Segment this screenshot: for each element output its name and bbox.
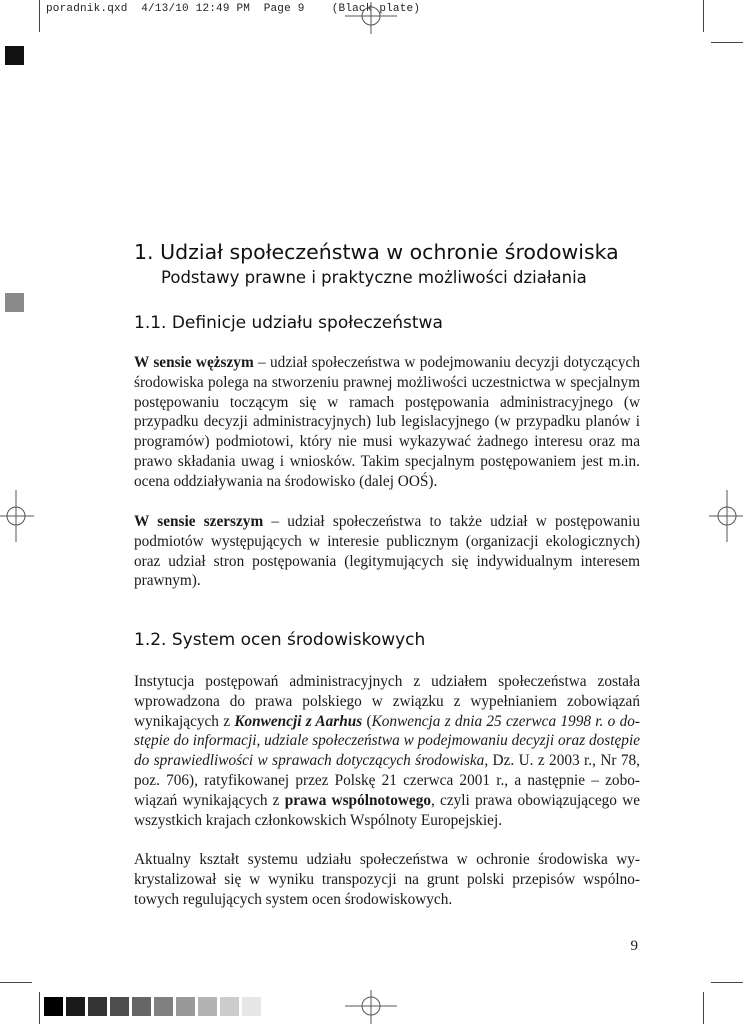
paragraph-broad-sense <box>134 512 640 591</box>
section-1-2-title: 1.2. System ocen środowiskowych <box>134 630 426 650</box>
paragraph-narrow-sense <box>134 353 640 492</box>
crop-mark-bottom-right <box>703 992 704 1024</box>
aarhus-convention-term: Konwencji z Aarhus <box>234 712 363 730</box>
crop-mark-bottom-left <box>39 992 40 1024</box>
crop-mark-top-left <box>39 0 40 32</box>
tint-swatch <box>66 997 85 1016</box>
slug-date: 4/13/10 <box>141 3 189 15</box>
registration-mark-left <box>0 490 34 542</box>
paragraph-current-system: Aktualny kształt systemu udziału społeczeństwa w ochronie środowiska wykrystalizował się w wyniku transpozycji na grunt polski przepisów wspólnotowych regulujących system ocen środowiskowych. <box>134 851 640 908</box>
gray-marker-square <box>5 293 24 312</box>
black-marker-square <box>5 46 24 65</box>
tint-swatch <box>176 997 195 1016</box>
tint-swatch <box>44 997 63 1016</box>
tint-swatch <box>88 997 107 1016</box>
institution-text-c: ( <box>362 712 372 730</box>
registration-mark-top <box>345 2 397 34</box>
crop-mark-left-bottom <box>0 982 32 983</box>
tint-swatch <box>242 997 261 1016</box>
tint-swatch <box>110 997 129 1016</box>
term-broad-sense: W sensie szerszym <box>134 513 264 530</box>
crop-mark-right-bottom <box>711 982 743 983</box>
term-narrow-sense: W sensie węższym <box>134 354 254 371</box>
community-law-term: prawa wspólnotowego <box>284 791 431 809</box>
chapter-title <box>134 240 619 264</box>
tint-swatch <box>154 997 173 1016</box>
crop-mark-top-right <box>703 0 704 32</box>
tint-swatch <box>198 997 217 1016</box>
chapter-title-text: Udział społeczeństwa w ochronie środowiska <box>160 240 619 264</box>
crop-mark-right-top <box>711 42 743 43</box>
institution-text-e: , Dz. U. z 2003 r., Nr 78, poz. 706), ratyfikowanej przez Polskę 21 czerwca 2001 r., a następnie – zobowiązań wynikających z <box>134 752 641 809</box>
registration-mark-bottom <box>345 990 397 1024</box>
slug-page: Page 9 <box>263 3 305 15</box>
narrow-sense-text: – udział społeczeństwa w podejmowaniu decyzji dotyczących środowiska polega na stworzeniu prawnej możliwości uczestnictwa w specjalnym postępowaniu toczącym się w ramach postępowania administracyjnego (w przypadku decyzji administracyjnych) lub legislacyjnego (w przypadku planów i programów) podmiotowi, który nie musi wykazywać żadnego interesu oraz ma prawo składania uwag i wniosków. Takim specjalnym postępowaniem jest m.in. ocena oddziaływania na środowisko (dalej OOŚ). <box>134 354 640 490</box>
page-number: 9 <box>630 938 638 954</box>
chapter-subtitle: Podstawy prawne i praktyczne możliwości działania <box>161 268 587 287</box>
section-1-1-title: 1.1. Definicje udziału społeczeństwa <box>134 313 443 333</box>
slug-plate: (Black plate) <box>331 3 421 15</box>
broad-sense-text: – udział społeczeństwa to także udział w postępowaniu podmiotów występujących w interesie publicznym (organizacji ekologicznych) oraz udział stron postępowania (legitymujących się indywidualnym interesem prawnym). <box>134 513 640 590</box>
institution-text-g: , czyli prawa obowiązującego we wszystkich krajach członkowskich Wspólnoty Europejskiej. <box>134 791 640 829</box>
chapter-number: 1. <box>134 240 154 264</box>
slug-time: 12:49 PM <box>195 3 251 15</box>
institution-text-a: Instytucja postępowań administracyjnych z udziałem społeczeństwa została wprowadzona do prawa polskiego w związku z wypełnianiem zobowiązań wynikających z <box>134 673 640 730</box>
slug-file: poradnik.qxd <box>46 3 128 15</box>
convention-full-title: Konwencja z dnia 25 czerwca 1998 r. o dostępie do informacji, udziale społeczeństwa w podejmowaniu decyzji oraz dostępie do sprawiedliwości w sprawach dotyczących środowiska <box>134 712 640 770</box>
tint-swatch <box>132 997 151 1016</box>
paragraph-institution <box>134 672 640 830</box>
tint-swatch <box>220 997 239 1016</box>
registration-mark-right <box>709 490 743 542</box>
